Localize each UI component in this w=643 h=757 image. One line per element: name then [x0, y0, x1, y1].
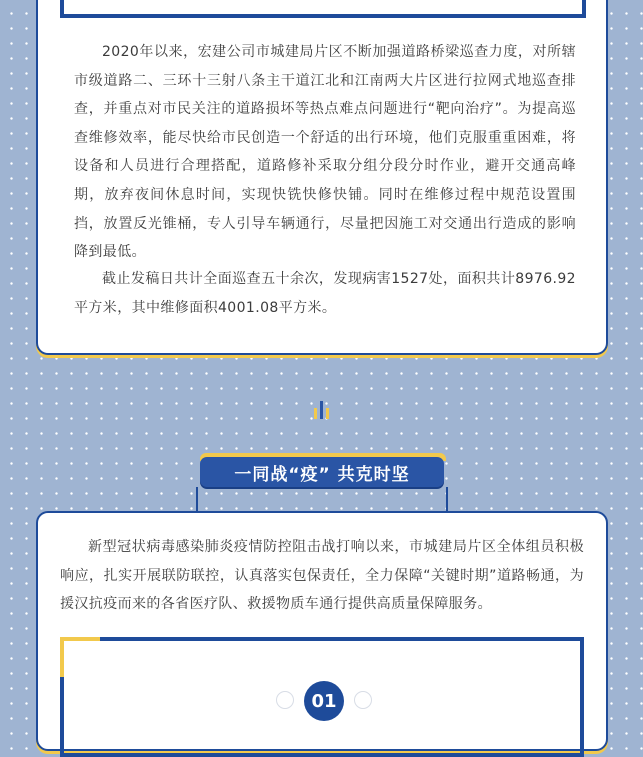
heading-connector-left	[196, 487, 198, 513]
article-card-2	[36, 511, 608, 751]
decorative-dot-left	[276, 691, 294, 709]
corner-accent-left	[60, 637, 64, 677]
decorative-dot-right	[354, 691, 372, 709]
heading-title: 一同战“疫” 共克时坚	[200, 457, 444, 487]
paragraph-statistics: 截止发稿日共计全面巡查五十余次，发现病害1527处，面积共计8976.92平方米，其中维修面积4001.08平方米。	[74, 271, 576, 316]
bar-ornament-icon	[313, 399, 331, 419]
section-heading	[194, 453, 450, 513]
heading-connector-right	[446, 487, 448, 513]
item-number-badge: 01	[304, 681, 344, 721]
numbered-section-box	[60, 637, 584, 757]
corner-accent-top	[60, 637, 100, 641]
paragraph-road-inspection: 2020年以来，宏建公司市城建局片区不断加强道路桥梁巡查力度，对所辖市级道路二、三环十三射八条主干道江北和江南两大片区进行拉网式地巡查排查，并重点对市民关注的道路损坏等热点难点问题进行“靶向治疗”。为提高巡查维修效率，能尽快给市民创造一个舒适的出行环境，他们克服重重困难，将设备和人员进行合理搭配，道路修补采取分组分段分时作业，避开交通高峰期，放弃夜间休息时间，实现快铣快修快铺。同时在维修过程中规范设置围挡，放置反光锥桶，专人引导车辆通行，尽量把因施工对交通出行造成的影响降到最低。	[74, 44, 576, 261]
paragraph-epidemic-support: 新型冠状病毒感染肺炎疫情防控阻击战打响以来，市城建局片区全体组员积极响应，扎实开展联防联控，认真落实包保责任，全力保障“关键时期”道路畅通，为援汉抗疫而来的各省医疗队、救援物质车通行提供高质量保障服务。	[60, 539, 584, 613]
article-card-1	[36, 0, 608, 355]
decorative-frame	[60, 0, 586, 18]
